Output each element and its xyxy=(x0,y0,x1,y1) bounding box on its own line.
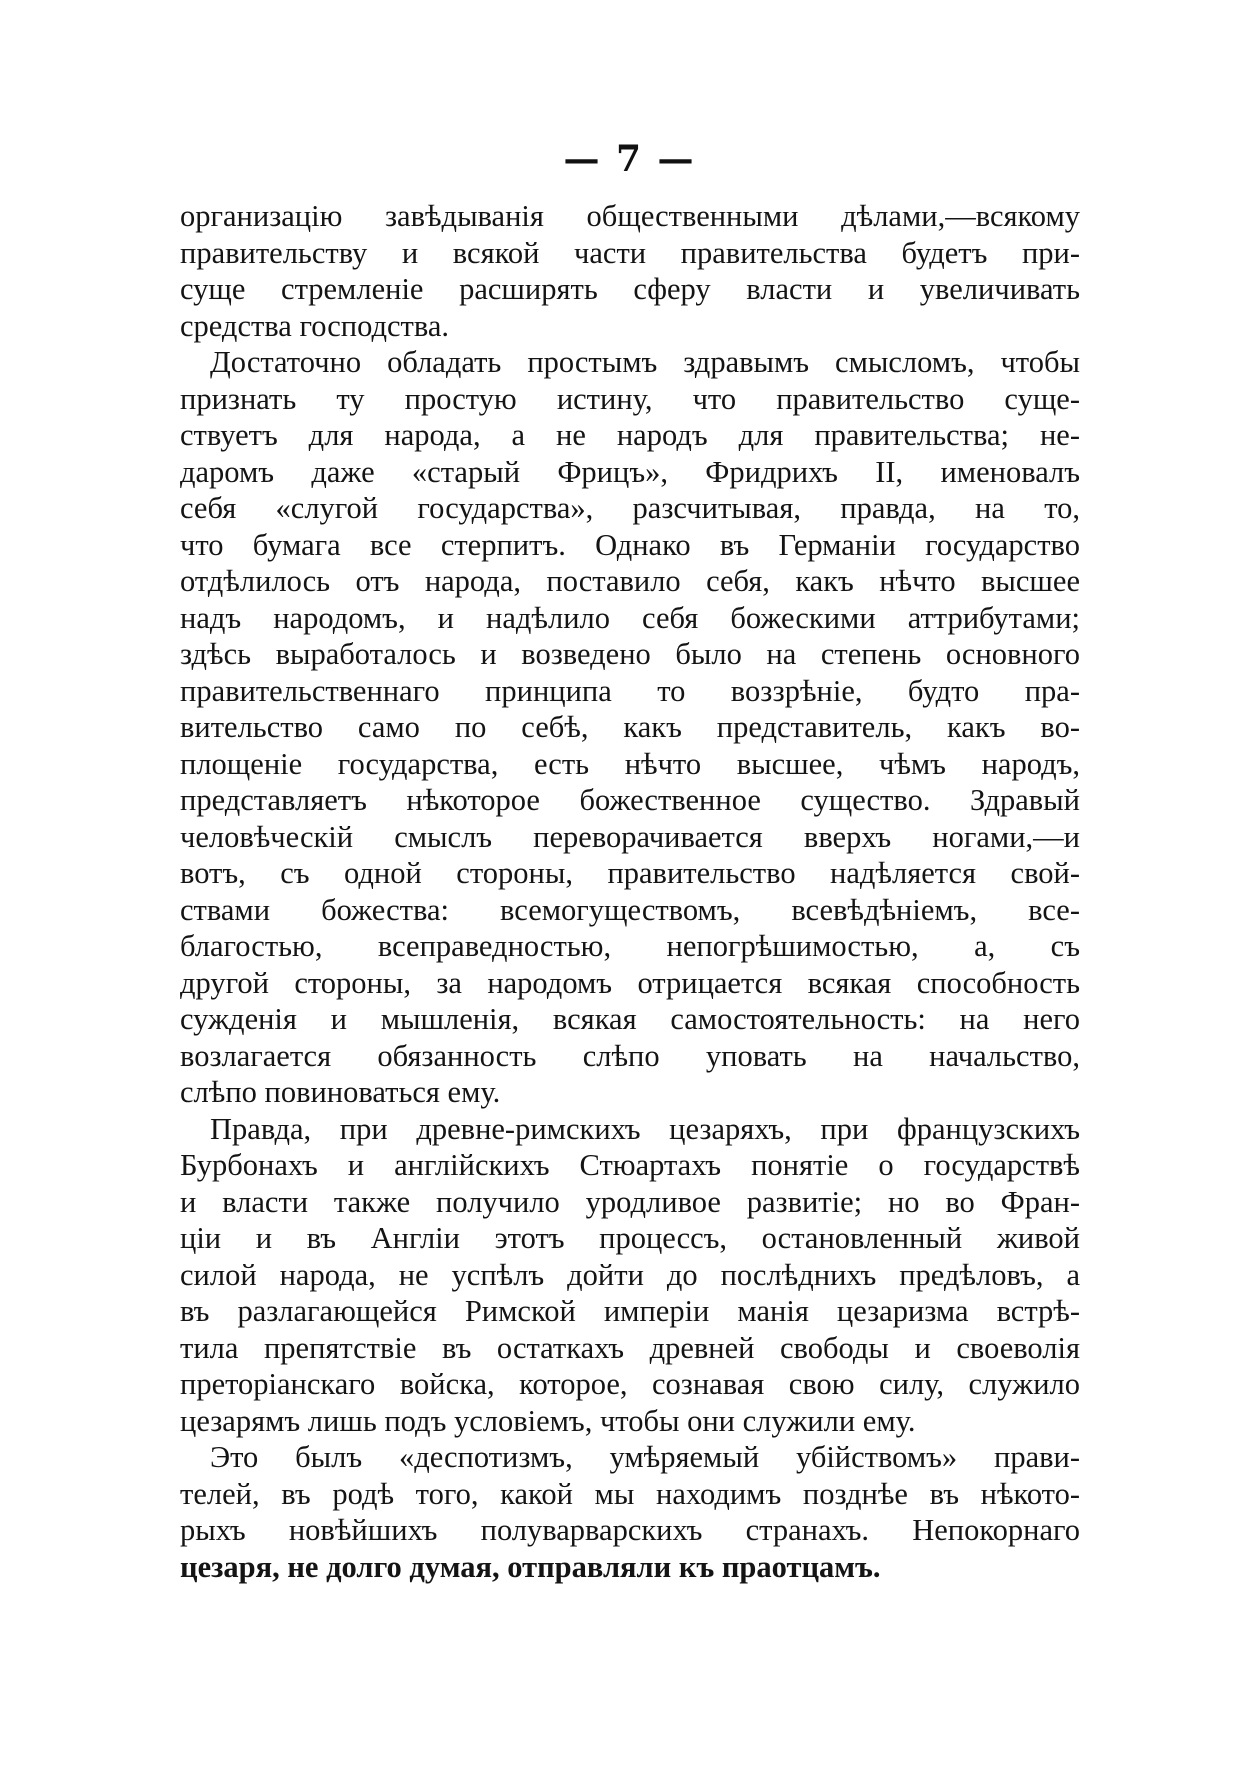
text-line: представляетъ нѣкоторое божественное существо. Здравый xyxy=(180,783,1080,817)
text-line: въ разлагающейся Римской имперіи манія цезаризма встрѣ- xyxy=(180,1294,1080,1328)
text-line: надъ народомъ, и надѣлило себя божескими аттрибутами; xyxy=(180,600,1080,635)
text-line: слѣпо повиноваться ему. xyxy=(180,1075,501,1109)
text-line: вотъ, съ одной стороны, правительство надѣляется свой- xyxy=(180,856,1080,890)
text-line: рыхъ новѣйшихъ полуварварскихъ странахъ. Непокорнаго xyxy=(180,1513,1080,1547)
text-line: вительство само по себѣ, какъ представитель, какъ во- xyxy=(180,710,1080,744)
text-line: отдѣлилось отъ народа, поставило себя, какъ нѣчто высшее xyxy=(180,564,1080,598)
paragraph-2 xyxy=(180,344,1080,1111)
body-text xyxy=(180,198,1080,1585)
text-line: преторіанскаго войска, которое, сознавая свою силу, служило xyxy=(180,1367,1080,1401)
text-line: Это былъ «деспотизмъ, умѣряемый убійствомъ» прави- xyxy=(210,1440,1080,1474)
text-line: телей, въ родѣ того, какой мы находимъ позднѣе въ нѣкото- xyxy=(180,1476,1080,1511)
text-line: силой народа, не успѣлъ дойти до послѣднихъ предѣловъ, а xyxy=(180,1257,1080,1292)
text-line: Достаточно обладать простымъ здравымъ смысломъ, чтобы xyxy=(210,345,1080,379)
text-line: другой стороны, за народомъ отрицается всякая способность xyxy=(180,965,1080,1000)
text-line: организацію завѣдыванія общественными дѣлами,—всякому xyxy=(180,199,1080,233)
text-line: здѣсь выработалось и возведено было на степень основного xyxy=(180,637,1080,671)
text-line: ствуетъ для народа, а не народъ для правительства; не- xyxy=(180,418,1080,452)
text-line: даромъ даже «старый Фрицъ», Фридрихъ II, именовалъ xyxy=(180,454,1080,489)
text-line: себя «слугой государства», разсчитывая, правда, на то, xyxy=(180,491,1080,525)
paragraph-3 xyxy=(180,1111,1080,1440)
text-line: Правда, при древне-римскихъ цезаряхъ, при французскихъ xyxy=(210,1111,1080,1146)
text-line: сужденія и мышленія, всякая самостоятельность: на него xyxy=(180,1002,1080,1036)
text-line: правительственнаго принципа то воззрѣніе, будто пра- xyxy=(180,673,1080,708)
text-line: цезарямъ лишь подъ условіемъ, чтобы они служили ему. xyxy=(180,1403,916,1438)
text-line: суще стремленіе расширять сферу власти и увеличивать xyxy=(180,272,1080,306)
text-line: ціи и въ Англіи этотъ процессъ, остановленный живой xyxy=(180,1221,1080,1255)
text-line: ствами божества: всемогуществомъ, всевѣдѣніемъ, все- xyxy=(180,892,1080,927)
text-line: площеніе государства, есть нѣчто высшее, чѣмъ народъ, xyxy=(180,746,1080,781)
paragraph-4 xyxy=(180,1439,1080,1585)
text-line: человѣческій смыслъ переворачивается вверхъ ногами,—и xyxy=(180,819,1080,854)
text-line: что бумага все стерпитъ. Однако въ Германіи государство xyxy=(180,527,1080,562)
page-number: — 7 — xyxy=(563,138,696,180)
text-line: благостью, всеправедностью, непогрѣшимостью, а, съ xyxy=(180,929,1080,963)
text-line: средства господства. xyxy=(180,308,450,343)
text-line: цезаря, не долго думая, отправляли къ праотцамъ. xyxy=(180,1549,881,1584)
text-line: Бурбонахъ и англійскихъ Стюартахъ понятіе о государствѣ xyxy=(180,1148,1080,1182)
text-line: правительству и всякой части правительства будетъ при- xyxy=(180,235,1080,270)
text-line: возлагается обязанность слѣпо уповать на начальство, xyxy=(180,1038,1080,1073)
text-line: тила препятствіе въ остаткахъ древней свободы и своеволія xyxy=(180,1330,1080,1365)
paragraph-1 xyxy=(180,198,1080,344)
text-line: и власти также получило уродливое развитіе; но во Фран- xyxy=(180,1184,1080,1219)
text-line: признать ту простую истину, что правительство суще- xyxy=(180,381,1080,416)
